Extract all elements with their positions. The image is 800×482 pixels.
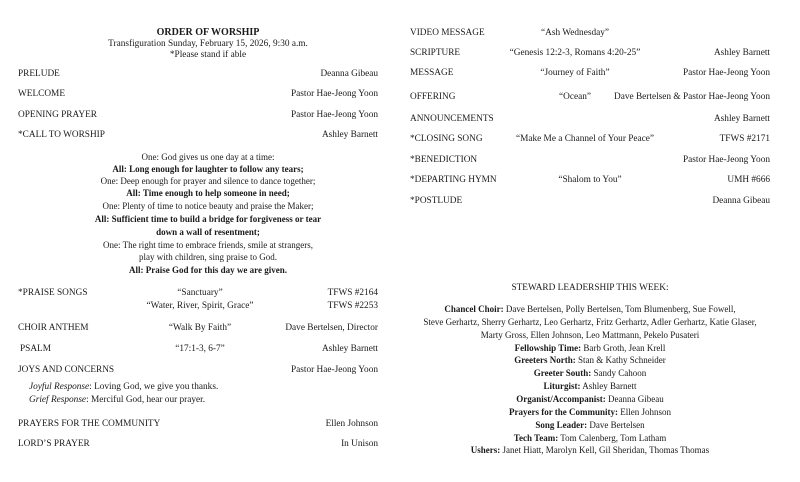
role-names: Ashley Barnett [580,381,637,391]
song-title: “Sanctuary” [177,288,223,298]
item-title: “Ash Wednesday” [540,28,609,38]
role-label: Greeter South: [533,368,592,378]
item-leader: Pastor Hae-Jeong Yoon [682,155,770,165]
item-leader: Deanna Gibeau [320,69,378,79]
psalm-reference: “17:1-3, 6-7” [175,344,225,354]
role-names: Dave Bertelsen, Polly Bertelsen, Tom Blumenberg, Sue Fowell, [503,304,736,314]
item-title: “Make Me a Channel of Your Peace” [515,134,655,144]
joyful-response-label: Joyful Response [29,382,90,392]
item-title: “Journey of Faith” [540,68,610,78]
role-label: Tech Team: [513,433,559,443]
steward-heading: STEWARD LEADERSHIP THIS WEEK: [511,283,669,293]
role-label: Greeters North: [514,355,576,365]
greeter-south-line [400,369,780,378]
role-names: Barb Groth, Jean Krell [581,343,666,353]
item-label: MESSAGE [410,68,454,78]
item-leader: Pastor Hae-Jeong Yoon [290,365,378,375]
item-label: *PRAISE SONGS [18,288,88,298]
item-label: SCRIPTURE [410,48,461,58]
item-leader: Ellen Johnson [325,419,378,429]
joyful-response [29,383,218,392]
role-label: Chancel Choir: [444,304,504,314]
role-names: Dave Bertelsen [587,420,645,430]
item-label: JOYS AND CONCERNS [18,365,115,375]
item-label: ANNOUNCEMENTS [410,114,494,124]
item-leader: Dave Bertelsen & Pastor Hae-Jeong Yoon [614,92,770,102]
stand-note: *Please stand if able [169,50,247,60]
grief-response-text: : Merciful God, hear our prayer. [86,395,206,405]
item-leader: Deanna Gibeau [712,196,770,206]
reading-line-all: All: Long enough for laughter to follow any tears; [112,164,304,174]
song-reference: TFWS #2253 [327,301,378,311]
anthem-title: “Walk By Faith” [168,323,232,333]
item-leader: Ashley Barnett [321,130,378,140]
greeters-north-line [400,356,780,365]
item-leader: Ashley Barnett [713,114,770,124]
reading-line-one: One: Deep enough for prayer and silence to dance together; [100,176,316,186]
reading-line-one: One: God gives us one day at a time: [141,152,275,162]
item-leader: Pastor Hae-Jeong Yoon [682,68,770,78]
item-leader: UMH #666 [727,175,770,185]
grief-response-label: Grief Response [29,395,87,405]
item-title: “Shalom to You” [558,175,622,185]
role-label: Ushers: [470,445,501,455]
role-label: Liturgist: [543,381,581,391]
reading-line-one: play with children, sing praise to God. [139,252,277,262]
item-leader: TFWS #2171 [719,134,770,144]
item-label: *CLOSING SONG [410,134,483,144]
role-label: Organist/Accompanist: [516,394,606,404]
role-label: Song Leader: [535,420,588,430]
item-label: *POSTLUDE [410,196,463,206]
order-of-worship-title: ORDER OF WORSHIP [156,27,260,38]
song-title: “Water, River, Spirit, Grace” [146,301,254,311]
item-label: WELCOME [18,89,65,99]
role-names: Ellen Johnson [618,407,672,417]
item-label: OFFERING [410,92,456,102]
liturgist-line [400,382,780,391]
item-label: OPENING PRAYER [18,110,97,120]
role-names: Tom Calenberg, Tom Latham [558,433,667,443]
item-leader: Ashley Barnett [713,48,770,58]
service-date: Transfiguration Sunday, February 15, 2026, 9:30 a.m. [108,39,308,49]
item-label: LORD’S PRAYER [18,439,90,449]
item-label: *DEPARTING HYMN [410,175,497,185]
item-label: PRAYERS FOR THE COMMUNITY [18,419,161,429]
item-leader: Pastor Hae-Jeong Yoon [290,89,378,99]
item-title: “Ocean” [559,92,591,102]
reading-line-all: down a wall of resentment; [156,227,260,237]
item-title: “Genesis 12:2-3, Romans 4:20-25” [509,48,641,58]
role-label: Prayers for the Community: [508,407,619,417]
chancel-choir-line: Steve Gerhartz, Sherry Gerhartz, Leo Gerhartz, Fritz Gerhartz, Adler Gerhartz, Katie Glaser, [423,317,757,327]
item-leader: In Unison [341,439,378,449]
role-names: Stan & Kathy Schneider [575,355,666,365]
item-leader: Ashley Barnett [321,344,378,354]
reading-line-all: All: Sufficient time to build a bridge for forgiveness or tear [94,214,322,224]
fellowship-time-line [400,344,780,353]
reading-line-all: All: Praise God for this day we are given. [129,265,287,275]
tech-team-line [400,434,780,443]
item-label: *CALL TO WORSHIP [18,130,105,140]
chancel-choir-line [400,305,780,314]
item-label: VIDEO MESSAGE [410,28,485,38]
item-leader: Dave Bertelsen, Director [285,323,378,333]
organist-line [400,395,780,404]
role-names: Deanna Gibeau [605,394,664,404]
song-leader-line [400,421,780,430]
role-names: Sandy Cahoon [591,368,647,378]
role-label: Fellowship Time: [514,343,582,353]
song-reference: TFWS #2164 [327,288,378,298]
reading-line-one: One: Plenty of time to notice beauty and praise the Maker; [102,201,314,211]
chancel-choir-line: Marty Gross, Ellen Johnson, Leo Mattmann, Pekelo Pusateri [480,330,700,340]
item-label: PRELUDE [18,69,60,79]
joyful-response-text: : Loving God, we give you thanks. [89,382,219,392]
ushers-line [400,446,780,455]
item-leader: Pastor Hae-Jeong Yoon [290,110,378,120]
item-label: PSALM [20,344,52,354]
prayers-community-line [400,408,780,417]
reading-line-one: One: The right time to embrace friends, smile at strangers, [102,240,314,250]
role-names: Janet Hiatt, Marolyn Kell, Gil Sheridan, Thomas Thomas [500,445,710,455]
item-label: CHOIR ANTHEM [18,323,89,333]
reading-line-all: All: Time enough to help someone in need; [126,188,290,198]
item-label: *BENEDICTION [410,155,478,165]
grief-response [29,396,205,405]
